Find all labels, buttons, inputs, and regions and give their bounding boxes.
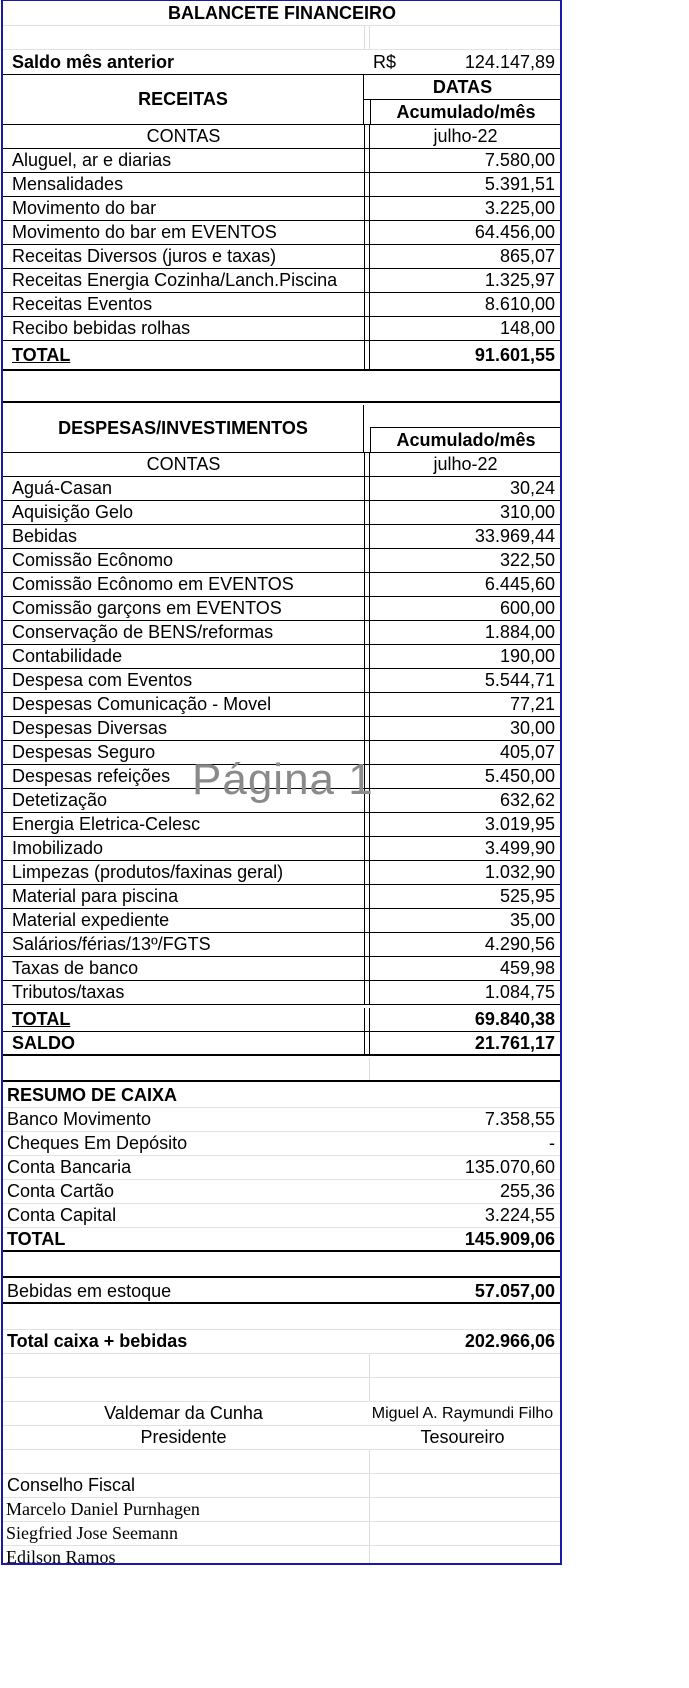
despesa-item-label: Despesas Comunicação - Movel bbox=[12, 694, 272, 714]
despesa-item-value: 405,07 bbox=[499, 742, 555, 762]
despesa-item-label: Imobilizado bbox=[12, 838, 104, 858]
despesa-item-row bbox=[3, 549, 561, 573]
despesa-item-value: 30,00 bbox=[509, 718, 555, 738]
despesa-item-label: Material expediente bbox=[12, 910, 170, 930]
despesa-item-row bbox=[3, 909, 561, 933]
conselho-member-label: Edilson Ramos bbox=[6, 1547, 116, 1565]
despesas-heading: DESPESAS/INVESTIMENTOS bbox=[3, 405, 364, 452]
resumo-item-row bbox=[3, 1132, 561, 1156]
resumo-item-row bbox=[3, 1108, 561, 1132]
signature-names-row bbox=[3, 1402, 561, 1426]
despesa-item-label: Aguá-Casan bbox=[12, 478, 113, 498]
receita-item-label: Recibo bebidas rolhas bbox=[12, 318, 191, 338]
despesa-item-row bbox=[3, 741, 561, 765]
sheet-title: BALANCETE FINANCEIRO bbox=[168, 2, 396, 23]
receitas-heading: RECEITAS bbox=[3, 75, 364, 124]
president-name: Valdemar da Cunha bbox=[104, 1403, 263, 1423]
receita-item-label: Movimento do bar bbox=[12, 198, 157, 218]
despesa-item-label: Despesas refeições bbox=[12, 766, 171, 786]
despesa-item-label: Salários/férias/13º/FGTS bbox=[12, 934, 211, 954]
receita-item-label: Receitas Energia Cozinha/Lanch.Piscina bbox=[12, 270, 338, 290]
resumo-heading: RESUMO DE CAIXA bbox=[7, 1085, 178, 1105]
despesa-item-label: Comissão Ecônomo em EVENTOS bbox=[12, 574, 294, 594]
despesa-item-label: Bebidas bbox=[12, 526, 78, 546]
resumo-item-row bbox=[3, 1204, 561, 1228]
receita-item-row bbox=[3, 293, 561, 317]
conselho-member-label: Siegfried Jose Seemann bbox=[6, 1523, 178, 1543]
receita-item-value: 64.456,00 bbox=[474, 222, 555, 242]
spacer-row bbox=[3, 373, 561, 403]
despesa-item-row bbox=[3, 477, 561, 501]
resumo-item-row bbox=[3, 1180, 561, 1204]
signature-roles-row bbox=[3, 1426, 561, 1450]
despesa-item-row bbox=[3, 837, 561, 861]
title-row bbox=[3, 1, 561, 26]
receita-item-row bbox=[3, 245, 561, 269]
despesa-item-value: 77,21 bbox=[509, 694, 555, 714]
despesas-acumulado-label: Acumulado/mês bbox=[370, 427, 561, 453]
receitas-total-value: 91.601,55 bbox=[474, 344, 555, 365]
total-caixa-row bbox=[3, 1330, 561, 1354]
despesa-item-row bbox=[3, 765, 561, 789]
despesa-item-row bbox=[3, 645, 561, 669]
president-role: Presidente bbox=[140, 1427, 227, 1447]
despesas-total-label: TOTAL bbox=[12, 1009, 71, 1029]
spacer-row bbox=[3, 1306, 561, 1330]
despesa-item-row bbox=[3, 621, 561, 645]
conselho-heading-row bbox=[3, 1474, 561, 1498]
despesa-item-value: 600,00 bbox=[499, 598, 555, 618]
resumo-item-value: - bbox=[549, 1133, 555, 1153]
receita-item-row bbox=[3, 317, 561, 341]
resumo-heading-row bbox=[3, 1084, 561, 1108]
resumo-item-label: Banco Movimento bbox=[7, 1109, 152, 1129]
resumo-item-row bbox=[3, 1156, 561, 1180]
conselho-member-row bbox=[3, 1546, 561, 1565]
despesa-item-value: 1.884,00 bbox=[484, 622, 555, 642]
despesa-item-row bbox=[3, 693, 561, 717]
despesa-item-label: Material para piscina bbox=[12, 886, 179, 906]
total-caixa-label: Total caixa + bebidas bbox=[7, 1331, 188, 1351]
despesa-item-row bbox=[3, 597, 561, 621]
despesa-item-label: Conservação de BENS/reformas bbox=[12, 622, 274, 642]
despesas-total-row bbox=[3, 1008, 561, 1032]
despesas-header bbox=[3, 405, 561, 453]
receita-item-row bbox=[3, 221, 561, 245]
despesa-item-label: Taxas de banco bbox=[12, 958, 139, 978]
despesas-contas-row bbox=[3, 453, 561, 477]
spacer-row bbox=[3, 1254, 561, 1278]
resumo-item-label: Conta Bancaria bbox=[7, 1157, 132, 1177]
despesa-item-value: 4.290,56 bbox=[484, 934, 555, 954]
receita-item-value: 865,07 bbox=[499, 246, 555, 266]
despesa-item-row bbox=[3, 861, 561, 885]
resumo-item-value: 135.070,60 bbox=[464, 1157, 555, 1177]
despesa-item-row bbox=[3, 573, 561, 597]
despesa-item-label: Despesa com Eventos bbox=[12, 670, 193, 690]
balancete-sheet bbox=[1, 0, 562, 1565]
resumo-total-row bbox=[3, 1228, 561, 1252]
despesa-item-row bbox=[3, 957, 561, 981]
resumo-item-value: 3.224,55 bbox=[484, 1205, 555, 1225]
despesa-item-row bbox=[3, 525, 561, 549]
receitas-contas-row bbox=[3, 125, 561, 149]
despesa-item-row bbox=[3, 717, 561, 741]
receita-item-value: 5.391,51 bbox=[484, 174, 555, 194]
resumo-item-value: 7.358,55 bbox=[484, 1109, 555, 1129]
receita-item-label: Movimento do bar em EVENTOS bbox=[12, 222, 277, 242]
estoque-row bbox=[3, 1280, 561, 1304]
despesa-item-label: Aquisição Gelo bbox=[12, 502, 134, 522]
despesa-item-row bbox=[3, 813, 561, 837]
despesa-item-row bbox=[3, 789, 561, 813]
receita-item-row bbox=[3, 197, 561, 221]
conselho-heading: Conselho Fiscal bbox=[7, 1475, 136, 1495]
despesa-item-value: 5.544,71 bbox=[484, 670, 555, 690]
treasurer-name: Miguel A. Raymundi Filho bbox=[371, 1404, 554, 1422]
saldo-anterior-label: Saldo mês anterior bbox=[12, 51, 175, 72]
receitas-total-row bbox=[3, 341, 561, 371]
despesa-item-label: Limpezas (produtos/faxinas geral) bbox=[12, 862, 284, 882]
receitas-acumulado-label: Acumulado/mês bbox=[370, 100, 561, 125]
receitas-header bbox=[3, 75, 561, 125]
despesa-item-value: 322,50 bbox=[499, 550, 555, 570]
despesa-item-row bbox=[3, 885, 561, 909]
spacer-row bbox=[3, 1450, 561, 1474]
despesa-item-label: Energia Eletrica-Celesc bbox=[12, 814, 201, 834]
despesa-item-label: Contabilidade bbox=[12, 646, 123, 666]
receita-item-value: 1.325,97 bbox=[484, 270, 555, 290]
resumo-total-label: TOTAL bbox=[7, 1228, 66, 1249]
saldo-anterior-value: 124.147,89 bbox=[464, 51, 555, 72]
despesa-item-label: Comissão Ecônomo bbox=[12, 550, 174, 570]
despesa-item-value: 5.450,00 bbox=[484, 766, 555, 786]
estoque-label: Bebidas em estoque bbox=[7, 1280, 172, 1301]
despesa-item-value: 459,98 bbox=[499, 958, 555, 978]
receita-item-label: Mensalidades bbox=[12, 174, 124, 194]
receita-item-value: 3.225,00 bbox=[484, 198, 555, 218]
resumo-total-value: 145.909,06 bbox=[464, 1228, 555, 1249]
despesa-item-value: 6.445,60 bbox=[484, 574, 555, 594]
conselho-member-label: Marcelo Daniel Purnhagen bbox=[6, 1499, 200, 1519]
despesa-item-label: Despesas Seguro bbox=[12, 742, 156, 762]
receitas-total-label: TOTAL bbox=[12, 344, 71, 365]
receita-item-label: Aluguel, ar e diarias bbox=[12, 150, 172, 170]
receitas-contas-label: CONTAS bbox=[146, 126, 221, 146]
despesa-item-label: Tributos/taxas bbox=[12, 982, 125, 1002]
conselho-member-row bbox=[3, 1498, 561, 1522]
despesa-item-value: 310,00 bbox=[499, 502, 555, 522]
saldo-value: 21.761,17 bbox=[474, 1032, 555, 1053]
receita-item-label: Receitas Eventos bbox=[12, 294, 153, 314]
spacer-row bbox=[3, 1378, 561, 1402]
receita-item-row bbox=[3, 149, 561, 173]
saldo-label: SALDO bbox=[12, 1032, 75, 1053]
receita-item-value: 8.610,00 bbox=[484, 294, 555, 314]
despesa-item-value: 3.499,90 bbox=[484, 838, 555, 858]
despesa-item-row bbox=[3, 981, 561, 1005]
page-watermark: Página 1 bbox=[192, 755, 374, 804]
spacer-row bbox=[3, 26, 561, 50]
saldo-row bbox=[3, 1032, 561, 1056]
receita-item-value: 7.580,00 bbox=[484, 150, 555, 170]
despesa-item-value: 30,24 bbox=[509, 478, 555, 498]
despesa-item-value: 35,00 bbox=[509, 910, 555, 930]
treasurer-role: Tesoureiro bbox=[420, 1427, 505, 1447]
datas-label: DATAS bbox=[364, 75, 561, 100]
despesa-item-value: 1.032,90 bbox=[484, 862, 555, 882]
conselho-member-row bbox=[3, 1522, 561, 1546]
despesas-period: julho-22 bbox=[433, 454, 498, 474]
despesa-item-value: 1.084,75 bbox=[484, 982, 555, 1002]
spacer-row bbox=[3, 1058, 561, 1082]
despesa-item-value: 525,95 bbox=[499, 886, 555, 906]
despesa-item-label: Despesas Diversas bbox=[12, 718, 168, 738]
despesa-item-value: 632,62 bbox=[499, 790, 555, 810]
receita-item-row bbox=[3, 269, 561, 293]
despesa-item-value: 190,00 bbox=[499, 646, 555, 666]
resumo-item-label: Cheques Em Depósito bbox=[7, 1133, 188, 1153]
resumo-item-label: Conta Capital bbox=[7, 1205, 117, 1225]
despesa-item-row bbox=[3, 501, 561, 525]
receita-item-row bbox=[3, 173, 561, 197]
despesa-item-value: 3.019,95 bbox=[484, 814, 555, 834]
despesa-item-label: Comissão garçons em EVENTOS bbox=[12, 598, 282, 618]
saldo-anterior-row bbox=[3, 50, 561, 75]
spacer-row bbox=[3, 1354, 561, 1378]
despesa-item-value: 33.969,44 bbox=[474, 526, 555, 546]
despesa-item-row bbox=[3, 933, 561, 957]
receita-item-label: Receitas Diversos (juros e taxas) bbox=[12, 246, 277, 266]
resumo-item-label: Conta Cartão bbox=[7, 1181, 115, 1201]
despesas-contas-label: CONTAS bbox=[146, 454, 221, 474]
despesa-item-label: Detetização bbox=[12, 790, 108, 810]
despesa-item-row bbox=[3, 669, 561, 693]
estoque-value: 57.057,00 bbox=[474, 1280, 555, 1301]
receitas-period: julho-22 bbox=[433, 126, 498, 146]
saldo-anterior-currency: R$ bbox=[373, 51, 397, 72]
total-caixa-value: 202.966,06 bbox=[464, 1331, 555, 1351]
despesas-total-value: 69.840,38 bbox=[474, 1009, 555, 1029]
resumo-item-value: 255,36 bbox=[499, 1181, 555, 1201]
receita-item-value: 148,00 bbox=[499, 318, 555, 338]
